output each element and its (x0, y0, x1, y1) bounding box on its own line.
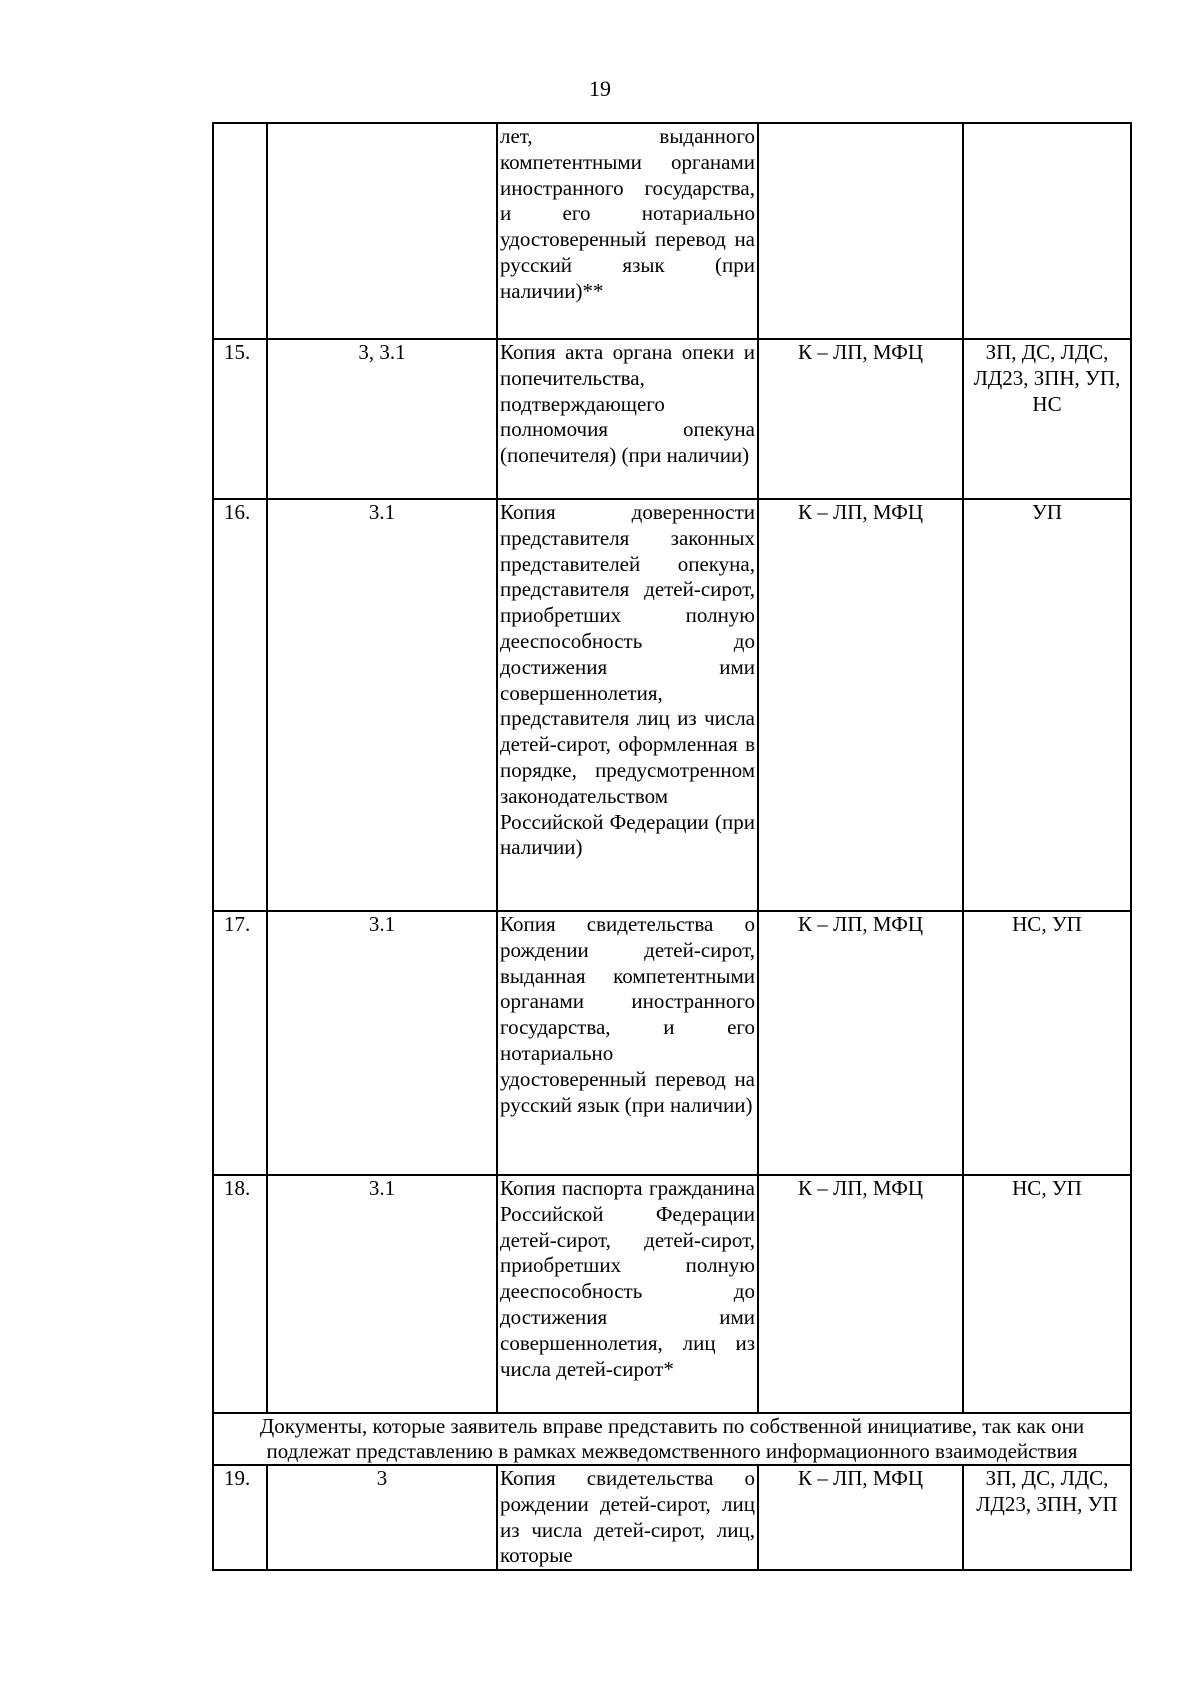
form-cell: К – ЛП, МФЦ (758, 499, 963, 911)
table-row (213, 911, 1131, 1175)
row-number-cell: 17. (213, 911, 267, 1175)
section-heading: Документы, которые заявитель вправе представить по собственной инициативе, так как они подлежат представлению в рамках межведомственного информационного взаимодействия (213, 1413, 1131, 1465)
table-row (213, 1175, 1131, 1413)
form-cell: К – ЛП, МФЦ (758, 911, 963, 1175)
section-ref-cell: 3.1 (267, 911, 497, 1175)
section-ref-cell: 3.1 (267, 1175, 497, 1413)
row-number-cell: 15. (213, 339, 267, 499)
page-number: 19 (589, 76, 611, 101)
section-ref-cell: 3 (267, 1465, 497, 1570)
codes-cell: НС, УП (963, 911, 1131, 1175)
document-cell: Копия свидетельства о рождении детей-сирот, лиц из числа детей-сирот, лиц, которые (497, 1465, 758, 1570)
row-number-cell (213, 123, 267, 339)
document-cell: Копия акта органа опеки и попечительства, подтверждающего полномочия опекуна (попечителя) (при наличии) (497, 339, 758, 499)
section-ref-cell (267, 123, 497, 339)
table-row (213, 339, 1131, 499)
document-cell: лет, выданного компетентными органами иностранного государства, и его нотариально удостоверенный перевод на русский язык (при наличии)** (497, 123, 758, 339)
section-heading-row (213, 1413, 1131, 1465)
form-cell: К – ЛП, МФЦ (758, 1465, 963, 1570)
codes-cell: НС, УП (963, 1175, 1131, 1413)
form-cell: К – ЛП, МФЦ (758, 339, 963, 499)
row-number-cell: 16. (213, 499, 267, 911)
row-number-cell: 18. (213, 1175, 267, 1413)
form-cell (758, 123, 963, 339)
codes-cell: УП (963, 499, 1131, 911)
table-row (213, 499, 1131, 911)
document-cell: Копия паспорта гражданина Российской Федерации детей-сирот, детей-сирот, приобретших полную дееспособность до достижения ими совершеннолетия, лиц из числа детей-сирот* (497, 1175, 758, 1413)
section-ref-cell: 3.1 (267, 499, 497, 911)
document-cell: Копия доверенности представителя законных представителей опекуна, представителя детей-сирот, приобретших полную дееспособность до достижения ими совершеннолетия, представителя лиц из числа детей-сирот, оформленная в порядке, предусмотренном законодательством Российской Федерации (при наличии) (497, 499, 758, 911)
table-row (213, 1465, 1131, 1570)
documents-table (212, 122, 1132, 1571)
document-cell: Копия свидетельства о рождении детей-сирот, выданная компетентными органами иностранного государства, и его нотариально удостоверенный перевод на русский язык (при наличии) (497, 911, 758, 1175)
table-row (213, 123, 1131, 339)
section-ref-cell: 3, 3.1 (267, 339, 497, 499)
row-number-cell: 19. (213, 1465, 267, 1570)
form-cell: К – ЛП, МФЦ (758, 1175, 963, 1413)
codes-cell: ЗП, ДС, ЛДС, ЛД23, ЗПН, УП, НС (963, 339, 1131, 499)
codes-cell (963, 123, 1131, 339)
codes-cell: ЗП, ДС, ЛДС, ЛД23, ЗПН, УП (963, 1465, 1131, 1570)
